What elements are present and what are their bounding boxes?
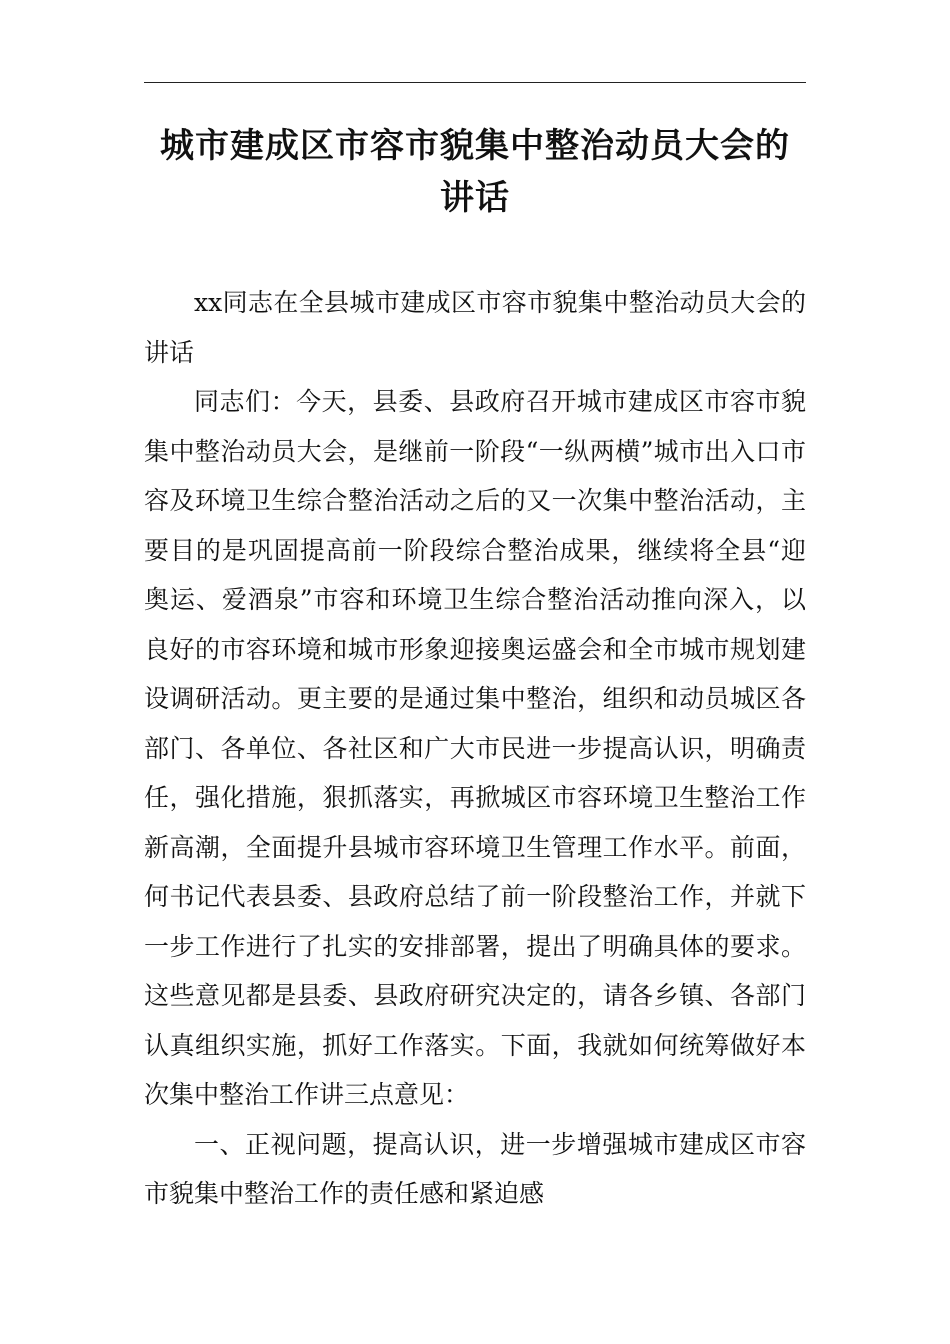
document-title: 城市建成区市容市貌集中整治动员大会的讲话 bbox=[160, 126, 790, 218]
paragraph-main: 同志们：今天，县委、县政府召开城市建成区市容市貌集中整治动员大会，是继前一阶段“一纵两横”城市出入口市容及环境卫生综合整治活动之后的又一次集中整治活动，主要目的是巩固提高前一阶段综合整治成果，继续将全县“迎奥运、爱酒泉”市容和环境卫生综合整治活动推向深入，以良好的市容环境和城市形象迎接奥运盛会和全市城市规划建设调研活动。更主要的是通过集中整治，组织和动员城区各部门、各单位、各社区和广大市民进一步提高认识，明确责任，强化措施，狠抓落实，再掀城区市容环境卫生整治工作新高潮，全面提升县城市容环境卫生管理工作水平。前面，何书记代表县委、县政府总结了前一阶段整治工作，并就下一步工作进行了扎实的安排部署，提出了明确具体的要求。这些意见都是县委、县政府研究决定的，请各乡镇、各部门认真组织实施，抓好工作落实。下面，我就如何统筹做好本次集中整治工作讲三点意见： bbox=[144, 387, 806, 1109]
document-body bbox=[144, 278, 806, 1219]
paragraph-subtitle: xx同志在全县城市建成区市容市貌集中整治动员大会的讲话 bbox=[144, 288, 806, 367]
header-rule bbox=[144, 82, 806, 83]
paragraph-section-heading: 一、正视问题，提高认识，进一步增强城市建成区市容市貌集中整治工作的责任感和紧迫感 bbox=[144, 1129, 806, 1208]
